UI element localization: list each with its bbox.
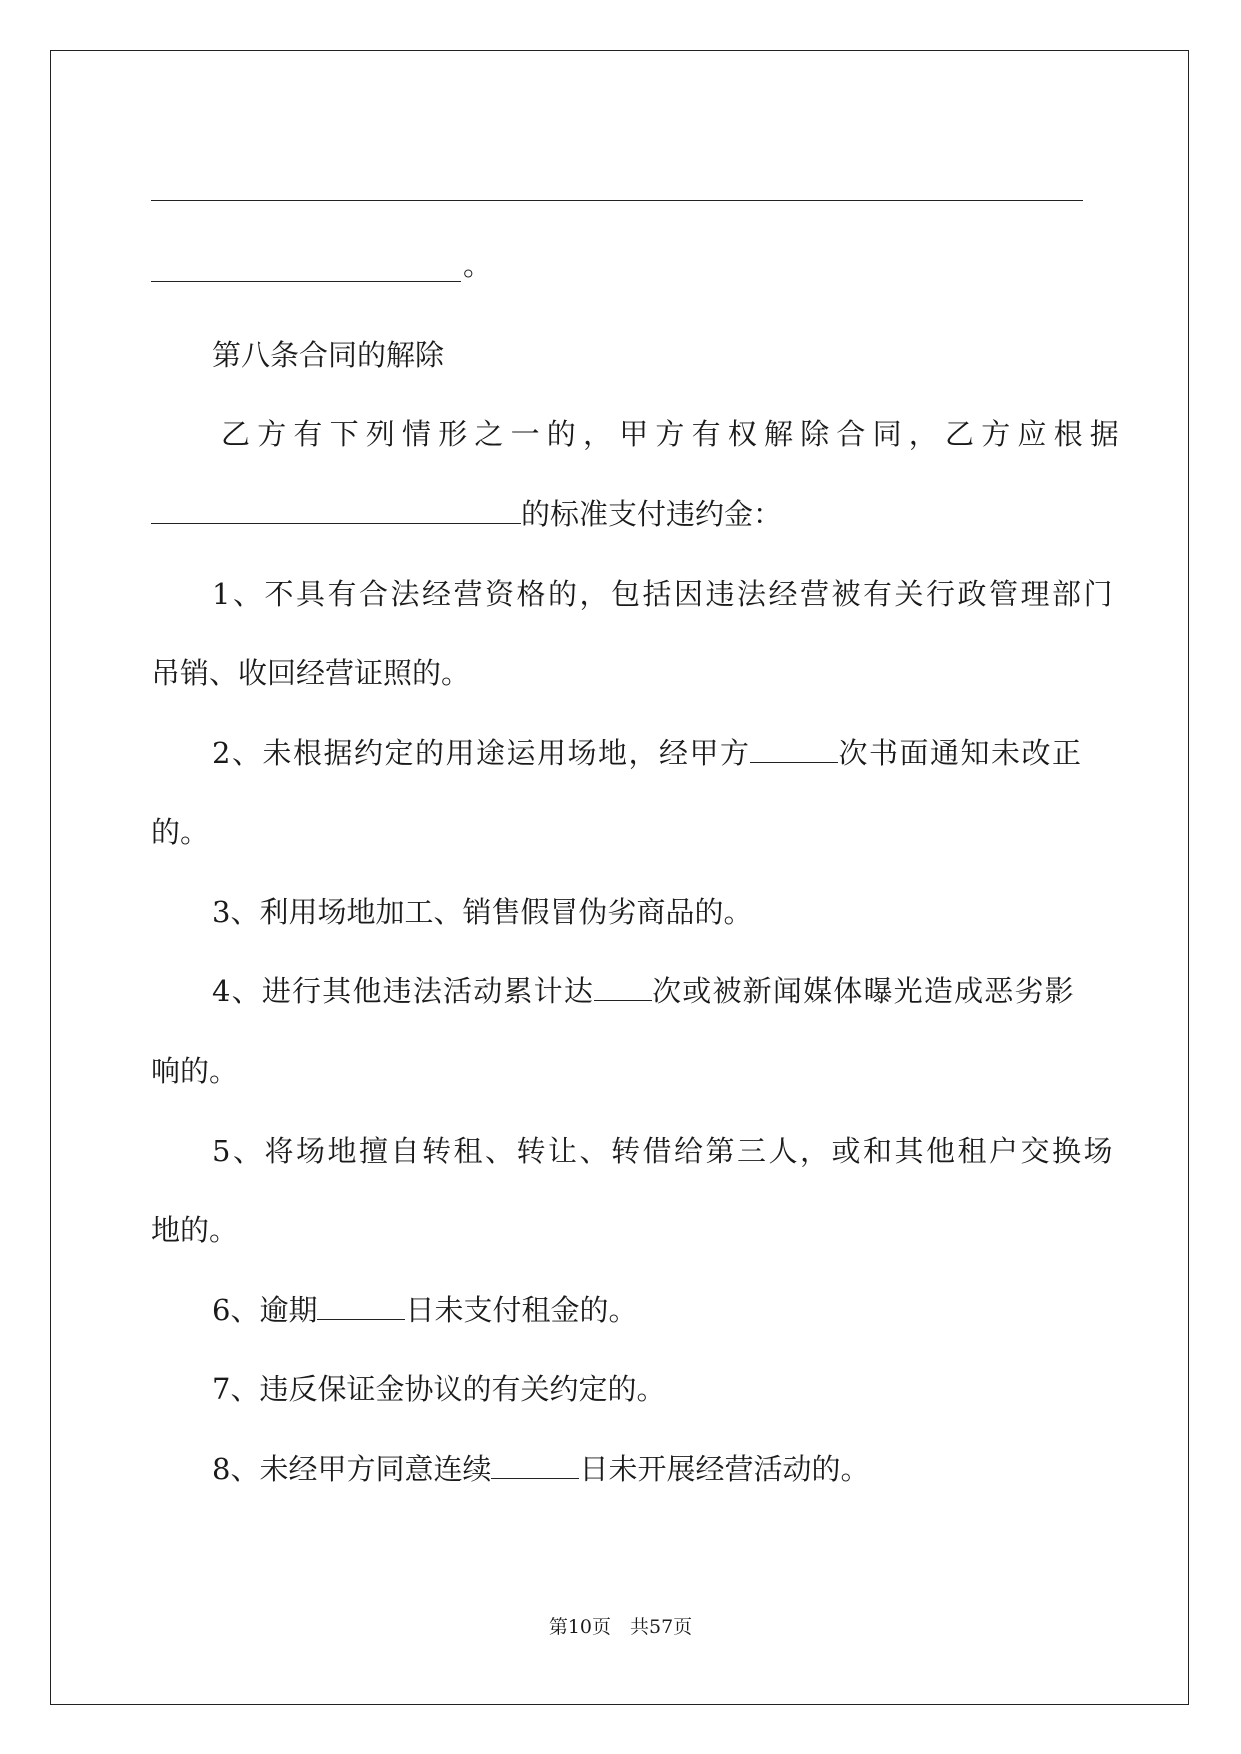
blank-field bbox=[594, 974, 652, 1001]
blank-field bbox=[750, 736, 838, 763]
page-number: 第10页 共57页 bbox=[548, 1616, 693, 1638]
item-2-text-a: 2、未根据约定的用途运用场地，经甲方 bbox=[212, 736, 751, 770]
blank-field bbox=[491, 1452, 579, 1479]
intro-line-2 bbox=[151, 494, 782, 534]
item-4-line-1 bbox=[212, 971, 1075, 1011]
item-5-line-2: 地的。 bbox=[151, 1213, 239, 1247]
item-1-line-1: 1、不具有合法经营资格的，包括因违法经营被有关行政管理部门 bbox=[212, 577, 1115, 611]
item-5-line-1: 5、将场地擅自转租、转让、转借给第三人，或和其他租户交换场 bbox=[212, 1134, 1115, 1168]
item-4-text-b: 次或被新闻媒体曝光造成恶劣影 bbox=[652, 974, 1075, 1008]
item-3: 3、利用场地加工、销售假冒伪劣商品的。 bbox=[212, 895, 753, 929]
intro-line-2-text: 的标准支付违约金： bbox=[521, 497, 783, 531]
item-2-line-1 bbox=[212, 733, 1082, 773]
blank-line-full bbox=[151, 200, 1083, 201]
item-6-text-a: 6、逾期 bbox=[212, 1293, 318, 1327]
blank-field bbox=[317, 1293, 405, 1320]
section-title: 第八条合同的解除 bbox=[212, 338, 445, 372]
item-1-line-2: 吊销、收回经营证照的。 bbox=[151, 656, 471, 690]
item-6-text-b: 日未支付租金的。 bbox=[405, 1293, 638, 1327]
item-2-text-b: 次书面通知未改正 bbox=[838, 736, 1083, 770]
item-2-line-2: 的。 bbox=[151, 815, 210, 849]
item-4-line-2: 响的。 bbox=[151, 1054, 239, 1088]
item-6 bbox=[212, 1290, 637, 1330]
blank-line-short bbox=[151, 281, 461, 282]
item-8 bbox=[212, 1449, 869, 1489]
item-7: 7、违反保证金协议的有关约定的。 bbox=[212, 1372, 666, 1406]
blank-field bbox=[151, 497, 521, 524]
item-4-text-a: 4、进行其他违法活动累计达 bbox=[212, 974, 595, 1008]
tail-punctuation: 。 bbox=[463, 248, 493, 282]
item-8-text-a: 8、未经甲方同意连续 bbox=[212, 1452, 492, 1486]
item-8-text-b: 日未开展经营活动的。 bbox=[579, 1452, 870, 1486]
intro-line-1: 乙方有下列情形之一的，甲方有权解除合同，乙方应根据 bbox=[221, 417, 1127, 451]
